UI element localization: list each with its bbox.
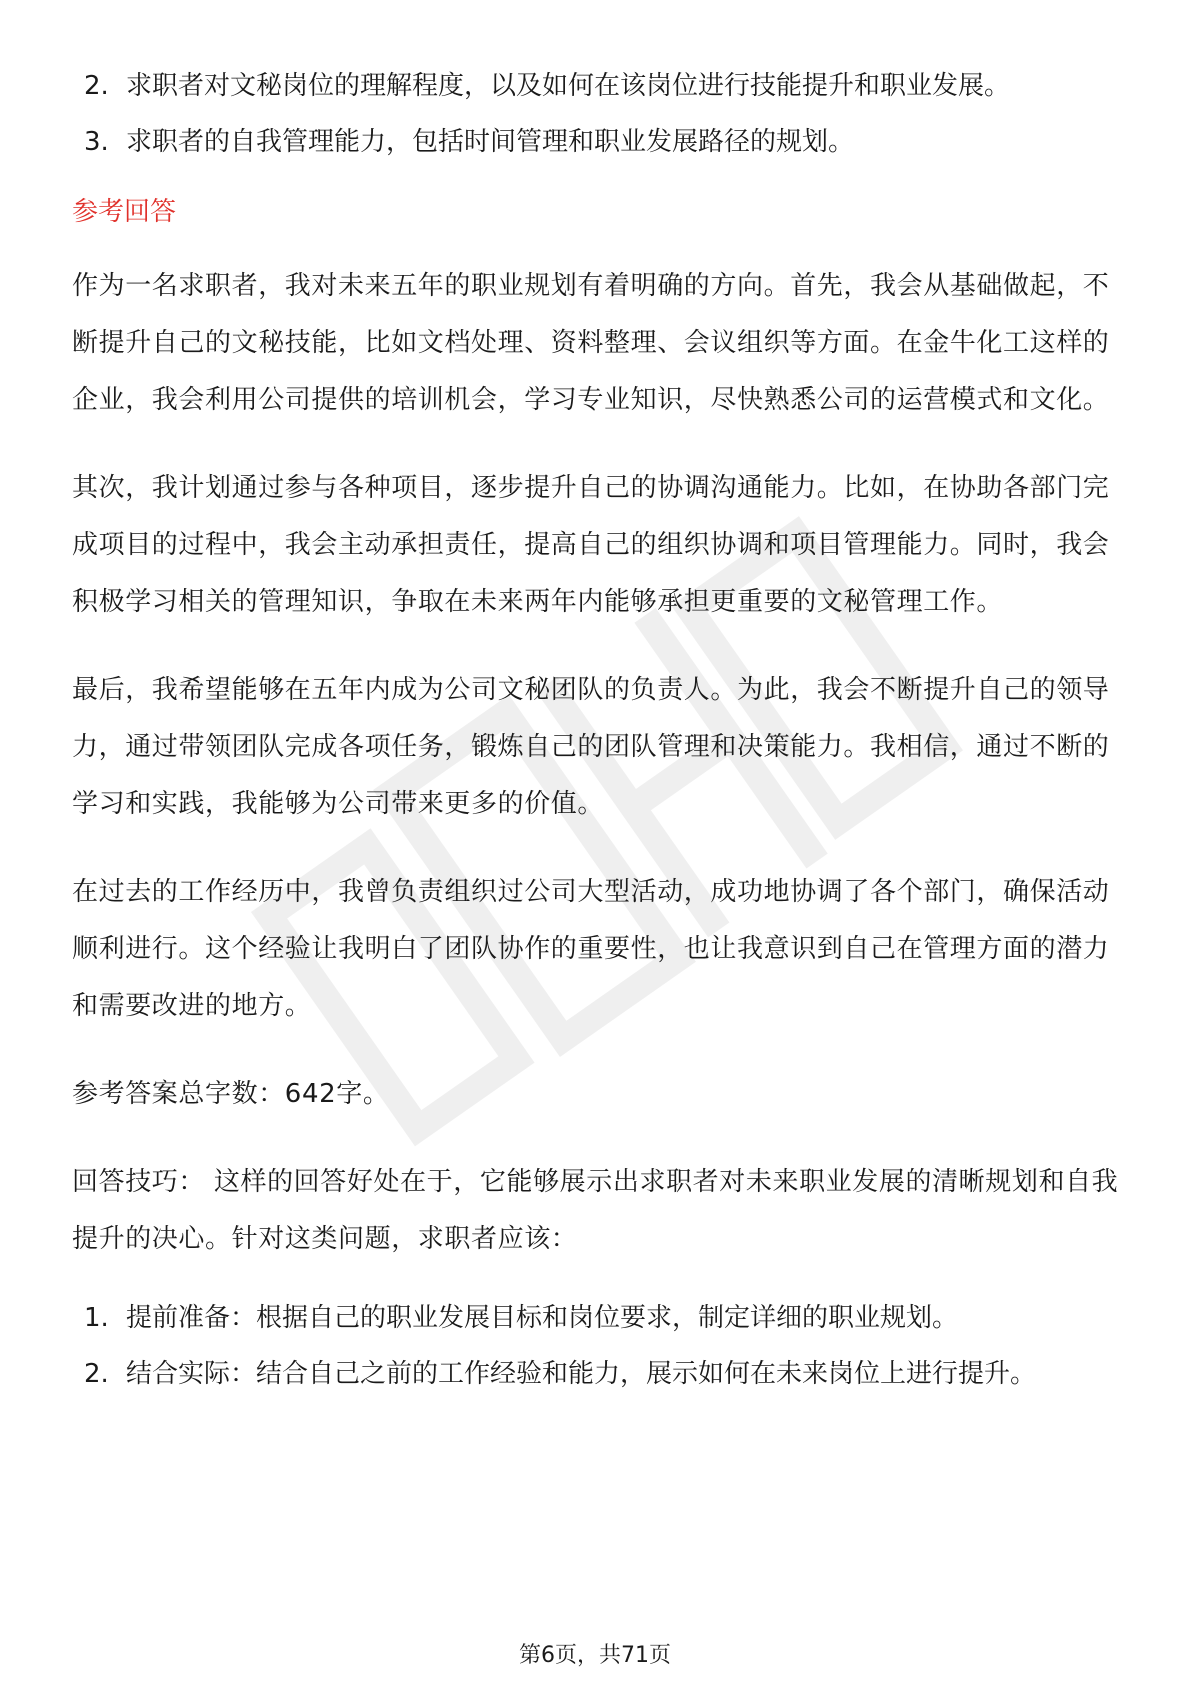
- answer-paragraph: 作为一名求职者，我对未来五年的职业规划有着明确的方向。首先，我会从基础做起，不断提升自己的文秘技能，比如文档处理、资料整理、会议组织等方面。在金牛化工这样的企业，我会利用公司提供的培训机会，学习专业知识，尽快熟悉公司的运营模式和文化。: [72, 271, 1110, 415]
- answer-paragraph: 最后，我希望能够在五年内成为公司文秘团队的负责人。为此，我会不断提升自己的领导力，通过带领团队完成各项任务，锻炼自己的团队管理和决策能力。我相信，通过不断的学习和实践，我能够为公司带来更多的价值。: [72, 675, 1110, 819]
- list-text: 求职者对文秘岗位的理解程度，以及如何在该岗位进行技能提升和职业发展。: [126, 71, 1011, 101]
- question-focus-list: [72, 58, 1122, 170]
- tips-list: [72, 1290, 1122, 1402]
- list-text: 结合实际：结合自己之前的工作经验和能力，展示如何在未来岗位上进行提升。: [126, 1359, 1037, 1389]
- list-item: [72, 1346, 1122, 1402]
- document-content: [72, 58, 1122, 1402]
- list-number: 2.: [84, 1359, 109, 1389]
- answer-paragraph: 其次，我计划通过参与各种项目，逐步提升自己的协调沟通能力。比如，在协助各部门完成项目的过程中，我会主动承担责任，提高自己的组织协调和项目管理能力。同时，我会积极学习相关的管理知识，争取在未来两年内能够承担更重要的文秘管理工作。: [72, 473, 1110, 617]
- list-number: 3.: [84, 127, 109, 157]
- list-number: 2.: [84, 71, 109, 101]
- list-number: 1.: [84, 1303, 109, 1333]
- list-item: [72, 114, 1122, 170]
- answer-tips: 回答技巧： 这样的回答好处在于，它能够展示出求职者对未来职业发展的清晰规划和自我提升的决心。针对这类问题，求职者应该：: [72, 1167, 1119, 1254]
- list-text: 提前准备：根据自己的职业发展目标和岗位要求，制定详细的职业规划。: [126, 1303, 959, 1333]
- page-number-footer: 第6页，共71页: [519, 1643, 671, 1668]
- section-title-reference-answer: 参考回答: [72, 197, 177, 227]
- list-item: [72, 58, 1122, 114]
- list-item: [72, 1290, 1122, 1346]
- answer-paragraph: 在过去的工作经历中，我曾负责组织过公司大型活动，成功地协调了各个部门，确保活动顺利进行。这个经验让我明白了团队协作的重要性，也让我意识到自己在管理方面的潜力和需要改进的地方。: [72, 877, 1110, 1021]
- list-text: 求职者的自我管理能力，包括时间管理和职业发展路径的规划。: [126, 127, 855, 157]
- word-count: 参考答案总字数：642字。: [72, 1079, 390, 1109]
